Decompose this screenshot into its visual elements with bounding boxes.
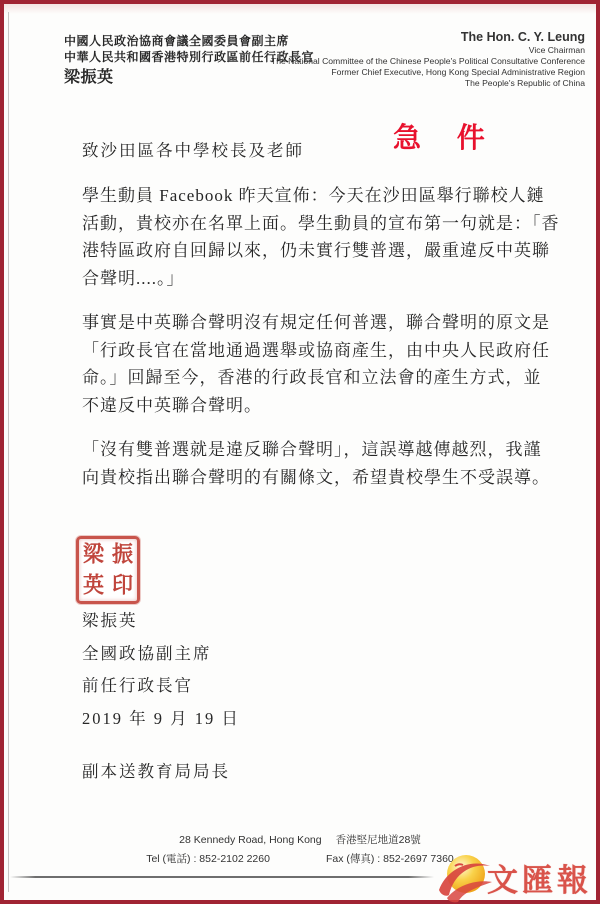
letterhead-title-en: Vice Chairman (528, 45, 585, 55)
signature-block (82, 605, 240, 735)
footer-tel: Tel (電話) : 852-2102 2260 (146, 853, 270, 865)
body-line: 學生動員 Facebook 昨天宣佈：今天在沙田區舉行聯校人鏈 (82, 186, 545, 205)
body-line: 命。」回歸至今，香港的行政長官和立法會的產生方式，並 (82, 368, 542, 388)
footer-fax: Fax (傳真) : 852-2697 7360 (325, 853, 454, 865)
seal-character: 印 (112, 572, 133, 598)
body-line: 不違反中英聯合聲明。 (82, 395, 262, 415)
wenweipo-logo-text: 文匯報 (487, 862, 592, 898)
body-line: 「行政長官在當地通過選舉或協商產生，由中央人民政府任 (82, 340, 550, 360)
paragraph-2 (82, 309, 550, 419)
seal-character: 英 (83, 572, 104, 598)
seal-character: 梁 (83, 541, 104, 567)
letterhead-name-en: The Hon. C. Y. Leung (460, 30, 585, 44)
letter-date: 2019 年 9 月 19 日 (82, 708, 240, 728)
signature-seal (76, 536, 140, 604)
seal-character: 振 (112, 541, 133, 567)
wenweipo-watermark (435, 850, 592, 904)
wenweipo-sun-icon (435, 850, 493, 904)
footer-divider (10, 876, 434, 878)
body-line: 向貴校指出聯合聲明的有關條文，希望貴校學生不受誤導。 (82, 467, 550, 487)
page-edge-line (8, 12, 9, 892)
scan-tint (4, 4, 596, 14)
signer-title: 前任行政長官 (82, 676, 193, 695)
letterhead-title-en: The People's Republic of China (464, 78, 585, 88)
body-line: 合聲明....。」 (82, 268, 185, 288)
cc-line: 副本送教育局局長 (82, 762, 230, 781)
footer-address-en: 28 Kennedy Road, Hong Kong (179, 834, 322, 846)
urgent-stamp: 急 件 (393, 122, 499, 153)
body-line: 事實是中英聯合聲明沒有規定任何普選，聯合聲明的原文是 (82, 313, 550, 332)
footer-address-zh: 香港堅尼地道28號 (335, 834, 421, 846)
signer-title: 全國政協副主席 (82, 643, 212, 663)
paragraph-1 (82, 182, 560, 292)
letterhead-title-en: The National Committee of the Chinese People's Political Consultative Conference (270, 56, 585, 66)
salutation: 致沙田區各中學校長及老師 (82, 141, 304, 160)
body-line: 港特區政府自回歸以來，仍未實行雙普選，嚴重違反中英聯 (82, 241, 550, 261)
letterhead-english (271, 30, 585, 89)
letterhead-title-line: 中華人民共和國香港特別行政區前任行政長官 (64, 50, 315, 64)
footer-address (0, 832, 600, 847)
body-line: 活動，貴校亦在名單上面。學生動員的宣布第一句就是：「香 (82, 213, 560, 233)
paragraph-3 (82, 436, 550, 491)
body-line: 「沒有雙普選就是違反聯合聲明」，這誤導越傳越烈，我謹 (82, 440, 542, 459)
letterhead-name: 梁振英 (64, 69, 114, 86)
letterhead-title-en: Former Chief Executive, Hong Kong Special Administrative Region (331, 67, 585, 77)
signer-name: 梁振英 (82, 611, 138, 630)
letterhead-title-line: 中國人民政治協商會議全國委員會副主席 (64, 34, 290, 48)
